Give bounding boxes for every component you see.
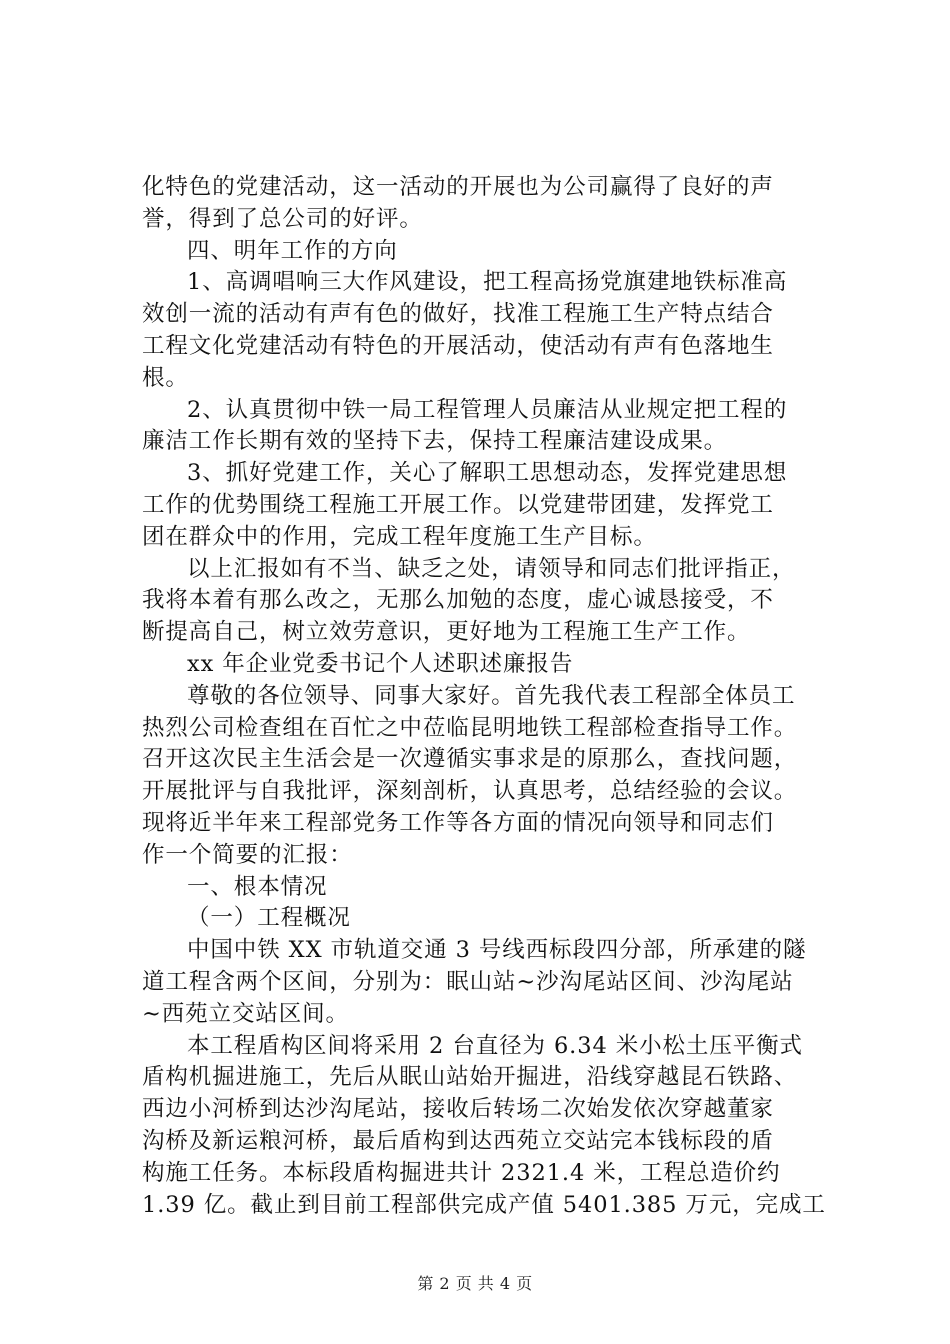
text-line: 化特色的党建活动，这一活动的开展也为公司赢得了良好的声	[142, 174, 774, 200]
text-line: 一、根本情况	[187, 873, 328, 900]
text-line: 沟桥及新运粮河桥，最后盾构到达西苑立交站完本钱标段的盾	[142, 1127, 774, 1154]
text-line: 开展批评与自我批评，深刻剖析，认真思考，总结经验的会议。	[142, 778, 798, 805]
text-line: 现将近半年来工程部党务工作等各方面的情况向领导和同志们	[142, 809, 774, 836]
text-line: 根。	[142, 364, 189, 391]
text-line: 廉洁工作长期有效的坚持下去，保持工程廉洁建设成果。	[142, 428, 728, 455]
text-line: 四、明年工作的方向	[187, 237, 398, 264]
text-line: 3、抓好党建工作，关心了解职工思想动态，发挥党建思想	[187, 460, 788, 487]
text-line: xx 年企业党委书记个人述职述廉报告	[187, 650, 574, 677]
text-line: 道工程含两个区间，分别为：眠山站~沙沟尾站区间、沙沟尾站	[142, 968, 794, 995]
text-line: 2、认真贯彻中铁一局工程管理人员廉洁从业规定把工程的	[187, 396, 788, 423]
text-line: 召开这次民主生活会是一次遵循实事求是的原那么，查找问题，	[142, 746, 798, 773]
text-line: 工程文化党建活动有特色的开展活动，使活动有声有色落地生	[142, 332, 774, 359]
text-line: 本工程盾构区间将采用 2 台直径为 6.34 米小松土压平衡式	[187, 1032, 803, 1059]
text-line: 盾构机掘进施工，先后从眠山站始开掘进，沿线穿越昆石铁路、	[142, 1064, 798, 1091]
text-line: 西边小河桥到达沙沟尾站，接收后转场二次始发依次穿越董家	[142, 1096, 774, 1123]
document-body	[142, 172, 842, 1221]
text-line: ~西苑立交站区间。	[142, 1000, 349, 1027]
text-line: 工作的优势围绕工程施工开展工作。以党建带团建，发挥党工	[142, 491, 774, 518]
text-line: 团在群众中的作用，完成工程年度施工生产目标。	[142, 523, 657, 550]
text-line: 构施工任务。本标段盾构掘进共计 2321.4 米，工程总造价约	[142, 1159, 781, 1186]
page-footer: 第 2 页 共 4 页	[417, 1274, 533, 1293]
text-line: 中国中铁 XX 市轨道交通 3 号线西标段四分部，所承建的隧	[187, 937, 807, 964]
text-line: 1、高调唱响三大作风建设，把工程高扬党旗建地铁标准高	[187, 269, 788, 296]
text-line: 以上汇报如有不当、缺乏之处，请领导和同志们批评指正，	[187, 555, 796, 582]
text-line: 效创一流的活动有声有色的做好，找准工程施工生产特点结合	[142, 301, 774, 328]
text-line: 尊敬的各位领导、同事大家好。首先我代表工程部全体员工	[187, 682, 796, 709]
text-line: 我将本着有那么改之，无那么加勉的态度，虚心诚恳接受，不	[142, 587, 774, 614]
text-line: 作一个简要的汇报：	[142, 841, 353, 868]
text-line: 1.39 亿。截止到目前工程部供完成产值 5401.385 万元，完成工	[142, 1191, 826, 1218]
text-line: 断提高自己，树立效劳意识，更好地为工程施工生产工作。	[142, 619, 751, 646]
text-line: 誉，得到了总公司的好评。	[142, 205, 423, 232]
text-line: （一）工程概况	[187, 905, 351, 932]
text-line: 热烈公司检查组在百忙之中莅临昆明地铁工程部检查指导工作。	[142, 714, 798, 741]
